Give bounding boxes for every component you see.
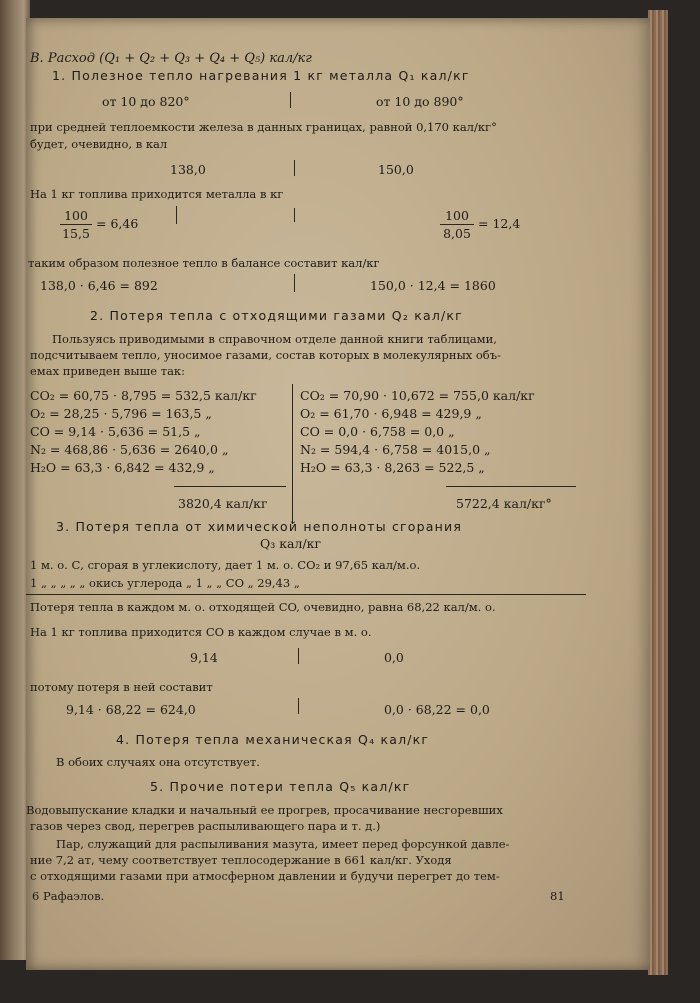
paragraph-useful-heat: таким образом полезное тепло в балансе составит кал/кг (28, 256, 380, 270)
co2-formation-row: 1 м. о. С, сгорая в углекислоту, дает 1 м. о. CO₂ и 97,65 кал/м.о. (30, 558, 421, 572)
section-5-line: Пар, служащий для распыливания мазута, имеет перед форсункой давле- (56, 837, 510, 851)
page-number: 81 (550, 889, 565, 903)
paragraph-heat-capacity-2: будет, очевидно, в кал (30, 137, 168, 151)
co-loss-row: Потеря тепла в каждом м. о. отходящей CO, очевидно, равна 68,22 кал/м. о. (30, 600, 496, 614)
left-gas-sum: 3820,4 кал/кг (178, 496, 268, 511)
right-gas-row: CO = 0,0 · 6,758 = 0,0 „ (300, 424, 455, 439)
sum-rule-left (174, 486, 286, 487)
printer-signature: 6 Рафаэлов. (32, 889, 105, 903)
section-5-line: газов через свод, перегрев распыливающего пара и т. д.) (30, 819, 381, 833)
paragraph-heat-capacity: при средней теплоемкости железа в данных границах, равной 0,170 кал/кг° (30, 120, 497, 134)
co-loss-text: потому потеря в ней составит (30, 680, 213, 694)
right-page-stack (648, 10, 668, 975)
column-divider (290, 92, 291, 108)
section-3-title-unit: Q₃ кал/кг (260, 536, 322, 551)
paragraph-gases-1: Пользуясь приводимыми в справочном отделе данной книги таблицами, (52, 332, 497, 346)
left-gas-row: H₂O = 63,3 · 6,842 = 432,9 „ (30, 460, 215, 475)
column-divider (294, 160, 295, 176)
paragraph-gases-2: подсчитываем тепло, уносимое газами, состав которых в молекулярных объ- (30, 348, 501, 362)
right-heat-value: 150,0 (378, 162, 414, 177)
section-2-title: 2. Потеря тепла с отходящими газами Q₂ кал/кг (90, 308, 463, 323)
right-fraction: $\frac{100}{8,05}$ (440, 208, 474, 241)
left-fraction-result: = 6,46 (96, 216, 139, 231)
paragraph-metal-per-fuel: На 1 кг топлива приходится металла в кг (30, 187, 284, 201)
co-formation-row: 1 „ „ „ „ „ окись углерода „ 1 „ „ CO „ 29,43 „ (30, 576, 300, 590)
left-gas-row: CO₂ = 60,75 · 8,795 = 532,5 кал/кг (30, 388, 257, 403)
section-4-text: В обоих случаях она отсутствует. (56, 755, 260, 769)
left-co-loss: 9,14 · 68,22 = 624,0 (66, 702, 196, 717)
right-useful-total: 150,0 · 12,4 = 1860 (370, 278, 496, 293)
column-divider (176, 206, 177, 224)
section-5-line: Водовыпускание кладки и начальный ее прогрев, просачивание несгоревших (26, 803, 503, 817)
column-divider (298, 648, 299, 664)
left-gas-row: O₂ = 28,25 · 5,796 = 163,5 „ (30, 406, 212, 421)
section-1-title: 1. Полезное тепло нагревания 1 кг металла Q₁ кал/кг (52, 68, 470, 83)
left-co-value: 9,14 (190, 650, 218, 665)
section-5-line: ние 7,2 ат, чему соответствует теплосодержание в 661 кал/кг. Уходя (30, 853, 452, 867)
section-5-title: 5. Прочие потери тепла Q₅ кал/кг (150, 779, 411, 794)
separator-rule (26, 594, 586, 595)
section-4-title: 4. Потеря тепла механическая Q₄ кал/кг (116, 732, 430, 747)
right-co-value: 0,0 (384, 650, 404, 665)
right-fraction-result: = 12,4 (478, 216, 521, 231)
paragraph-gases-3: емах приведен выше так: (30, 364, 185, 378)
column-divider (294, 274, 295, 292)
right-gas-row: H₂O = 63,3 · 8,263 = 522,5 „ (300, 460, 485, 475)
section-5-line: с отходящими газами при атмосферном давлении и будучи перегрет до тем- (30, 869, 500, 883)
left-gas-row: N₂ = 468,86 · 5,636 = 2640,0 „ (30, 442, 229, 457)
right-co-loss: 0,0 · 68,22 = 0,0 (384, 702, 490, 717)
co-per-fuel-row: На 1 кг топлива приходится CO в каждом случае в м. о. (30, 625, 372, 639)
right-gas-sum: 5722,4 кал/кг° (456, 496, 552, 511)
right-gas-row: O₂ = 61,70 · 6,948 = 429,9 „ (300, 406, 482, 421)
sum-rule-right (446, 486, 576, 487)
book-page (26, 18, 650, 970)
heading-expense: B. Расход (Q₁ + Q₂ + Q₃ + Q₄ + Q₅) кал/кг (30, 51, 312, 66)
table-column-divider (292, 384, 293, 524)
section-3-title: 3. Потеря тепла от химической неполноты сгорания (56, 519, 463, 534)
right-temp-range: от 10 до 890° (376, 94, 464, 109)
left-temp-range: от 10 до 820° (102, 94, 190, 109)
left-useful-total: 138,0 · 6,46 = 892 (40, 278, 158, 293)
left-gas-row: CO = 9,14 · 5,636 = 51,5 „ (30, 424, 201, 439)
column-divider (298, 698, 299, 714)
left-heat-value: 138,0 (170, 162, 206, 177)
left-fraction: $\frac{100}{15,5}$ (60, 208, 92, 241)
column-divider (294, 208, 295, 222)
right-gas-row: N₂ = 594,4 · 6,758 = 4015,0 „ (300, 442, 491, 457)
right-gas-row: CO₂ = 70,90 · 10,672 = 755,0 кал/кг (300, 388, 535, 403)
